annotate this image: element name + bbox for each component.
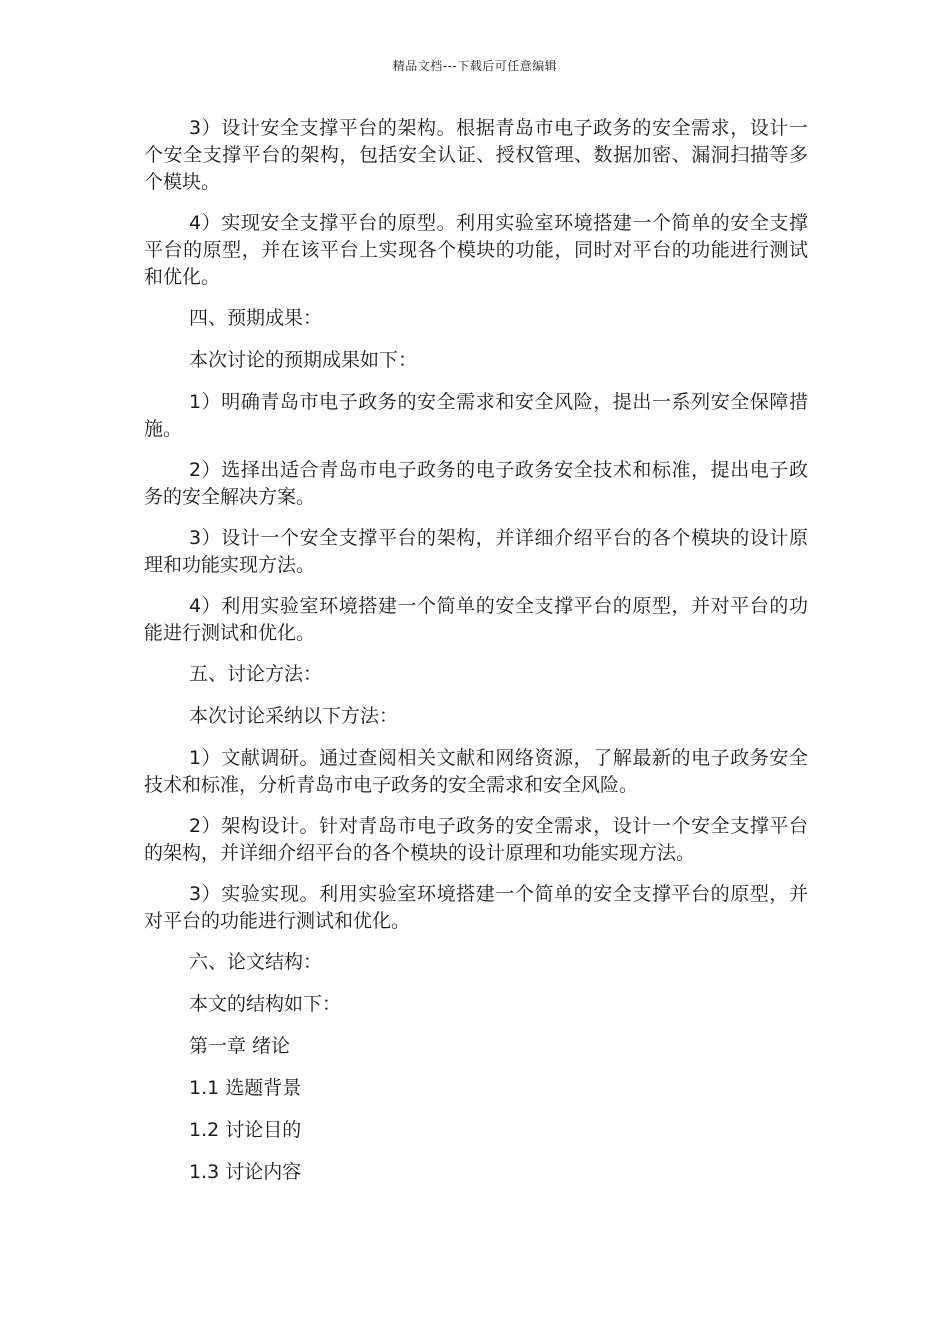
list-item: 3）实验实现。利用实验室环境搭建一个简单的安全支撑平台的原型，并对平台的功能进行测试和优化。 bbox=[144, 883, 808, 932]
chapter-title: 第一章 绪论 bbox=[189, 1035, 291, 1057]
paragraph: 本文的结构如下： bbox=[189, 993, 342, 1015]
toc-item: 1.1 选题背景 bbox=[189, 1077, 302, 1099]
paragraph: 本次讨论的预期成果如下： bbox=[189, 349, 418, 371]
paragraph: 3）设计安全支撑平台的架构。根据青岛市电子政务的安全需求，设计一个安全支撑平台的架构，包括安全认证、授权管理、数据加密、漏洞扫描等多个模块。 bbox=[144, 117, 808, 193]
list-item: 1）文献调研。通过查阅相关文献和网络资源，了解最新的电子政务安全技术和标准，分析青岛市电子政务的安全需求和安全风险。 bbox=[144, 747, 808, 796]
paragraph: 本次讨论采纳以下方法： bbox=[189, 705, 399, 727]
section-heading: 六、论文结构： bbox=[189, 951, 323, 973]
paragraph: 4）实现安全支撑平台的原型。利用实验室环境搭建一个简单的安全支撑平台的原型，并在该平台上实现各个模块的功能，同时对平台的功能进行测试和优化。 bbox=[144, 212, 808, 288]
list-item: 4）利用实验室环境搭建一个简单的安全支撑平台的原型，并对平台的功能进行测试和优化。 bbox=[144, 595, 808, 644]
section-heading: 四、预期成果： bbox=[189, 307, 323, 329]
toc-item: 1.2 讨论目的 bbox=[189, 1119, 302, 1141]
list-item: 2）选择出适合青岛市电子政务的电子政务安全技术和标准，提出电子政务的安全解决方案。 bbox=[144, 459, 808, 508]
list-item: 1）明确青岛市电子政务的安全需求和安全风险，提出一系列安全保障措施。 bbox=[144, 391, 808, 440]
section-heading: 五、讨论方法： bbox=[189, 663, 323, 685]
page-header: 精品文档---下载后可任意编辑 bbox=[392, 59, 558, 73]
list-item: 2）架构设计。针对青岛市电子政务的安全需求，设计一个安全支撑平台的架构，并详细介绍平台的各个模块的设计原理和功能实现方法。 bbox=[144, 815, 808, 864]
toc-item: 1.3 讨论内容 bbox=[189, 1161, 302, 1183]
document-body bbox=[144, 115, 808, 1201]
list-item: 3）设计一个安全支撑平台的架构，并详细介绍平台的各个模块的设计原理和功能实现方法。 bbox=[144, 527, 808, 576]
